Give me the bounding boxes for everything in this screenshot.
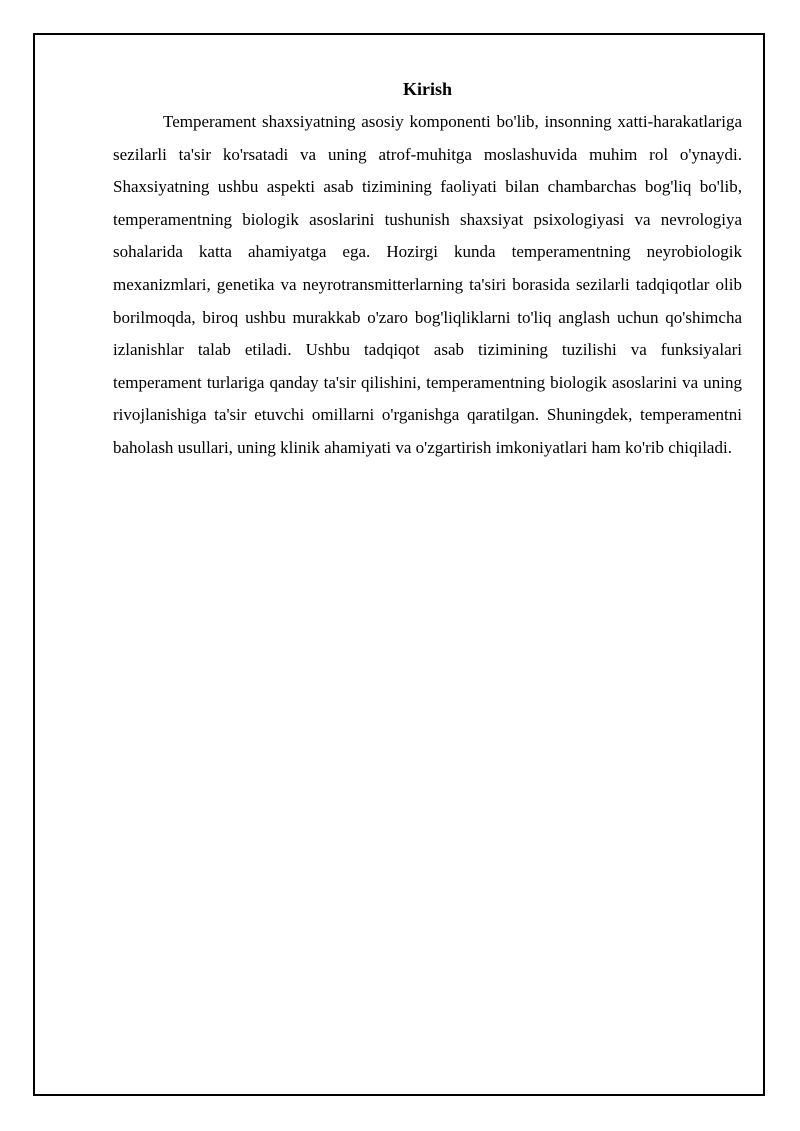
page-content [113,76,742,465]
section-title: Kirish [402,79,452,99]
body-paragraph: Temperament shaxsiyatning asosiy komponenti bo'lib, insonning xatti-harakatlariga sezilarli ta'sir ko'rsatadi va uning atrof-muhitga moslashuvida muhim rol o'ynaydi. Shaxsiyatning ushbu aspekti asab tizimining faoliyati bilan chambarchas bog'liq bo'lib, temperamentning biologik asoslarini tushunish shaxsiyat psixologiyasi va nevrologiya sohalarida katta ahamiyatga ega. Hozirgi kunda temperamentning neyrobiologik mexanizmlari, genetika va neyrotransmitterlarning ta'siri borasida sezilarli tadqiqotlar olib borilmoqda, biroq ushbu murakkab o'zaro bog'liqliklarni to'liq anglash uchun qo'shimcha izlanishlar talab etiladi. Ushbu tadqiqot asab tizimining tuzilishi va funksiyalari temperament turlariga qanday ta'sir qilishini, temperamentning biologik asoslarini va uning rivojlanishiga ta'sir etuvchi omillarni o'rganishga qaratilgan. Shuningdek, temperamentni baholash usullari, uning klinik ahamiyati va o'zgartirish imkoniyatlari ham ko'rib chiqiladi. [113,112,742,457]
